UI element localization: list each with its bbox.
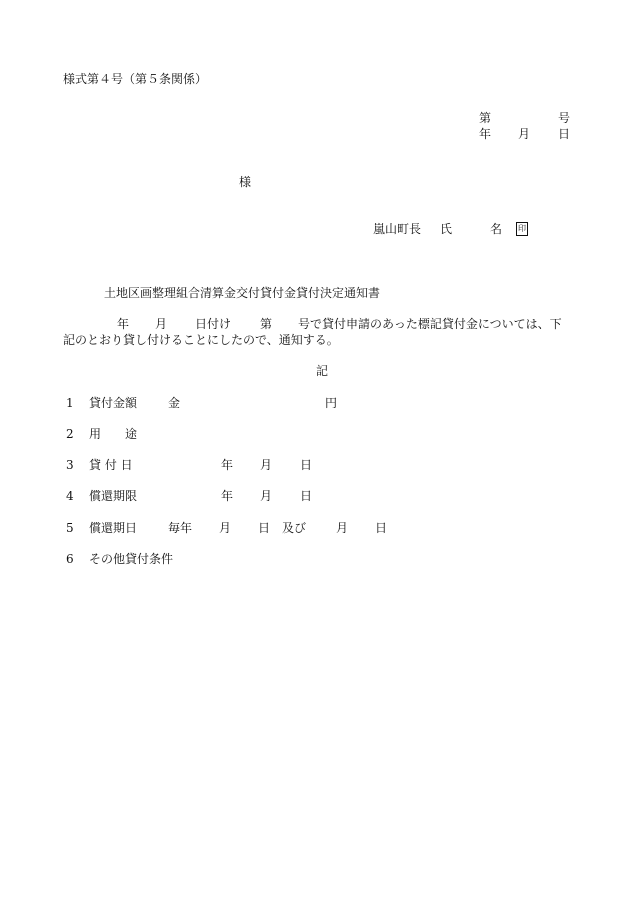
item-number: 1 (66, 396, 74, 410)
ki-heading: 記 (316, 364, 329, 378)
number-prefix: 第 (479, 111, 492, 125)
body-month: 月 (155, 317, 168, 331)
item-label: 償還期日 (89, 521, 138, 535)
body-year: 年 (117, 317, 130, 331)
document-title: 土地区画整理組合清算金交付貸付金貸付決定通知書 (104, 286, 381, 300)
item-part: 月 (336, 521, 349, 535)
item-number: 3 (66, 458, 74, 472)
item-label: 償還期限 (89, 489, 138, 503)
issuer-name-mei: 名 (490, 222, 503, 236)
item-number: 5 (66, 521, 74, 535)
item-part: 年 (221, 458, 234, 472)
item-label: 貸 付 日 (89, 458, 133, 472)
date-month: 月 (518, 127, 531, 141)
item-part: 毎年 (168, 521, 193, 535)
form-label: 様式第４号（第５条関係） (63, 72, 208, 86)
body-text-main: 号で貸付申請のあった標記貸付金については、下 (298, 317, 562, 331)
number-suffix: 号 (558, 111, 571, 125)
item-part: 及び (282, 521, 307, 535)
item-number: 2 (66, 427, 74, 441)
body-dai: 第 (260, 317, 273, 331)
body-text-line2: 記のとおり貸し付けることにしたので、通知する。 (63, 333, 339, 347)
date-day: 日 (558, 127, 571, 141)
item-part: 年 (221, 489, 234, 503)
item-number: 4 (66, 489, 74, 503)
item-label: 貸付金額 (89, 396, 138, 410)
item-part: 日 (375, 521, 388, 535)
item-label: 用 途 (89, 427, 138, 441)
item-part: 月 (260, 489, 273, 503)
date-year: 年 (479, 127, 492, 141)
item-part: 日 (300, 489, 313, 503)
item-part: 日 (300, 458, 313, 472)
item-part: 月 (260, 458, 273, 472)
seal-mark: 印 (516, 222, 528, 236)
item-part: 日 (258, 521, 271, 535)
item-part: 円 (325, 396, 338, 410)
item-part: 金 (168, 396, 181, 410)
item-part: 月 (219, 521, 232, 535)
body-day-dated: 日付け (195, 317, 232, 331)
issuer-name-shi: 氏 (440, 222, 453, 236)
item-number: 6 (66, 552, 74, 566)
item-label: その他貸付条件 (89, 552, 174, 566)
addressee-suffix: 様 (239, 175, 252, 189)
issuer-title: 嵐山町長 (373, 222, 422, 236)
